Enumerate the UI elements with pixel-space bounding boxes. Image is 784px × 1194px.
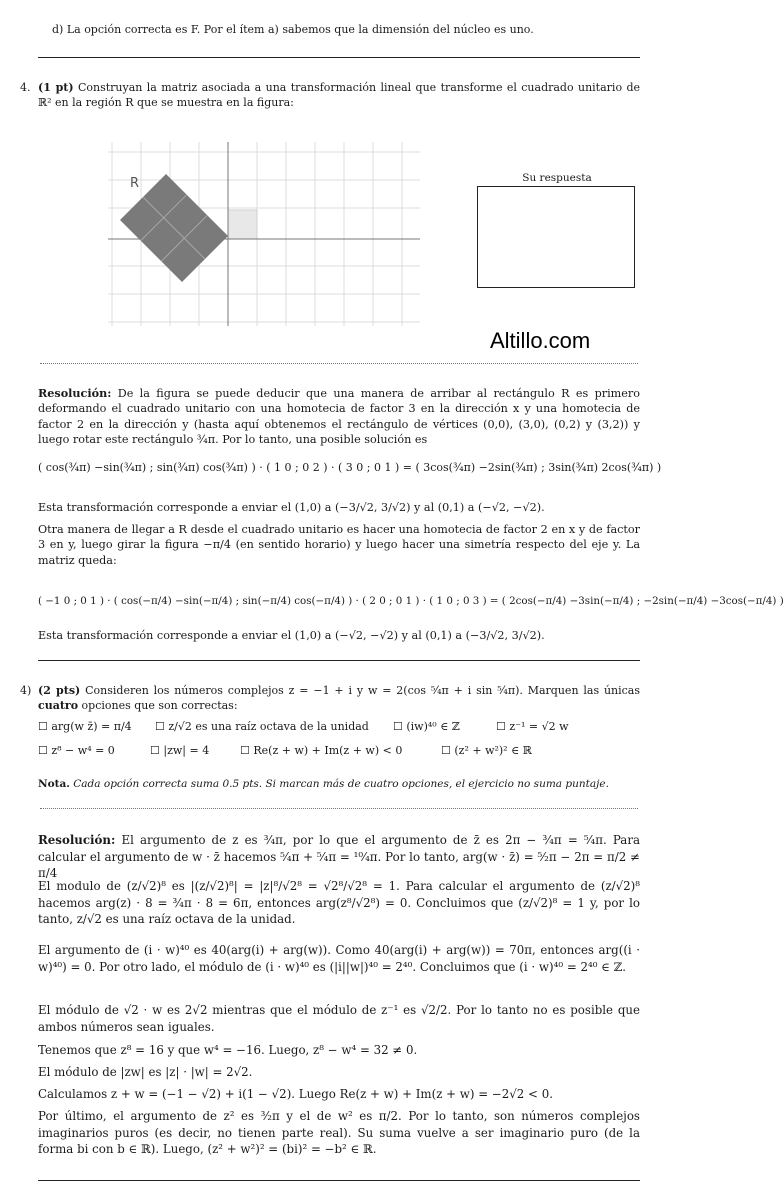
dotted-separator [40,363,638,364]
option-checkbox[interactable]: ☐ (iw)⁴⁰ ∈ ℤ [393,720,460,733]
resolution-heading: Resolución: [38,386,112,400]
question-text: Consideren los números complejos z = −1 + i y w = 2(cos ⁵⁄₄π + i sin ⁵⁄₄π). Marquen las únicas [85,684,641,697]
question-text: opciones que son correctas: [81,699,238,713]
question-statement [38,80,640,110]
answer-label: Su respuesta [522,172,592,184]
watermark: Altillo.com [490,328,591,353]
question-number: 4) [20,684,32,697]
question-text-bold: cuatro [38,699,79,713]
matrix-equation: ( cos(¾π) −sin(¾π) ; sin(¾π) cos(¾π) ) · ( 1 0 ; 0 2 ) · ( 3 0 ; 0 1 ) = ( 3cos(¾π) −2sin(¾π) ; 3sin(¾π) 2cos(¾π) ) [38,461,662,474]
question-points: (2 pts) [38,684,81,697]
resolution-text: Otra manera de llegar a R desde el cuadrado unitario es hacer una homotecia de factor 2 en x y de factor 3 en y, luego girar la figura −π/4 (en sentido horario) y luego hacer una simetría respecto del eje y. La matriz queda: [38,523,640,567]
note-label: Nota. [38,778,70,790]
option-checkbox[interactable]: ☐ z⁸ − w⁴ = 0 [38,744,115,757]
option-checkbox[interactable]: ☐ arg(w z̄) = π/4 [38,720,132,733]
option-checkbox[interactable]: ☐ z/√2 es una raíz octava de la unidad [155,720,369,733]
question-number: 4. [20,81,31,94]
region-figure [108,142,420,326]
option-checkbox[interactable]: ☐ |zw| = 4 [150,744,210,757]
resolution-text: Por último, el argumento de z² es ³⁄₂π y el de w² es π/2. Por lo tanto, son números complejos imaginarios puros (es decir, no tienen parte real). Su suma vuelve a ser imaginario puro (de la forma bi con b ∈ ℝ). Luego, (z² + w²)² = (bi)² = −b² ∈ ℝ. [38,1109,640,1157]
resolution-paragraph [38,386,640,448]
resolution-paragraph [38,832,640,882]
resolution-text: Esta transformación corresponde a enviar el (1,0) a (−3/√2, 3/√2) y al (0,1) a (−√2, −√2). [38,501,545,514]
note [38,777,640,791]
resolution-text: El argumento de (i · w)⁴⁰ es 40(arg(i) + arg(w)). Como 40(arg(i) + arg(w)) = 70π, entonces arg((i · w)⁴⁰) = 0. Por otro lado, el módulo de (i · w)⁴⁰ es (|i||w|)⁴⁰ = 2⁴⁰. Concluimos que (i · w)⁴⁰ = 2⁴⁰ ∈ ℤ. [38,943,640,974]
dotted-separator [40,808,638,809]
question-points: (1 pt) [38,81,74,94]
resolution-text: El argumento de z es ¾π, por lo que el argumento de z̄ es 2π − ¾π = ⁵⁄₄π. Para calcular el argumento de w · z̄ hacemos ⁵⁄₄π + ⁵⁄₄π = ¹⁰⁄₄π. Por lo tanto, arg(w · z̄) = ⁵⁄₂π − 2π = π/2 ≠ π/4 [38,833,641,881]
resolution-text: Esta transformación corresponde a enviar el (1,0) a (−√2, −√2) y al (0,1) a (−3/√2, 3/√2). [38,629,545,642]
option-checkbox[interactable]: ☐ z⁻¹ = √2 w [496,720,569,733]
resolution-text: El módulo de √2 · w es 2√2 mientras que el módulo de z⁻¹ es √2/2. Por lo tanto no es posible que ambos números sean iguales. [38,1003,640,1034]
unit-square [228,210,257,239]
resolution-text: Calculamos z + w = (−1 − √2) + i(1 − √2). Luego Re(z + w) + Im(z + w) = −2√2 < 0. [38,1087,553,1101]
divider [38,660,640,661]
question-statement [38,683,640,713]
resolution-text: El módulo de |zw| es |z| · |w| = 2√2. [38,1065,253,1079]
divider [38,57,640,58]
matrix-equation: ( −1 0 ; 0 1 ) · ( cos(−π/4) −sin(−π/4) ; sin(−π/4) cos(−π/4) ) · ( 2 0 ; 0 1 ) · ( 1 0 ; 0 3 ) = ( 2cos(−π/4) −3sin(−π/4) ; −2sin(−π/4) −3cos(−π/4) ) [38,595,784,607]
top-line: d) La opción correcta es F. Por el ítem a) sabemos que la dimensión del núcleo es uno. [52,23,534,36]
resolution-text: Tenemos que z⁸ = 16 y que w⁴ = −16. Luego, z⁸ − w⁴ = 32 ≠ 0. [38,1043,418,1057]
note-text: Cada opción correcta suma 0.5 pts. Si marcan más de cuatro opciones, el ejercicio no suma puntaje. [73,778,609,790]
divider [38,1180,640,1181]
resolution-text: De la figura se puede deducir que una manera de arribar al rectángulo R es primero deformando el cuadrado unitario con una homotecia de factor 3 en la dirección x y una homotecia de factor 2 en la dirección y (hasta aquí obtenemos el rectángulo de vértices (0,0), (3,0), (0,2) y (3,2)) y luego rotar este rectángulo ¾π. Por lo tanto, una posible solución es [38,387,640,447]
question-text: Construyan la matriz asociada a una transformación lineal que transforme el cuadrado unitario de ℝ² en la región R que se muestra en la figura: [38,81,641,110]
region-label: R [130,176,140,191]
option-checkbox[interactable]: ☐ (z² + w²)² ∈ ℝ [441,744,532,757]
option-checkbox[interactable]: ☐ Re(z + w) + Im(z + w) < 0 [240,744,403,757]
answer-box[interactable] [477,186,635,288]
resolution-heading: Resolución: [38,833,116,847]
resolution-text: El modulo de (z/√2)⁸ es |(z/√2)⁸| = |z|⁸/√2⁸ = √2⁸/√2⁸ = 1. Para calcular el argumento de (z/√2)⁸ hacemos arg(z) · 8 = ¾π · 8 = 6π, entonces arg(z⁸/√2⁸) = 0. Concluimos que (z/√2)⁸ = 1 y, por lo tanto, z/√2 es una raíz octava de la unidad. [38,879,640,927]
